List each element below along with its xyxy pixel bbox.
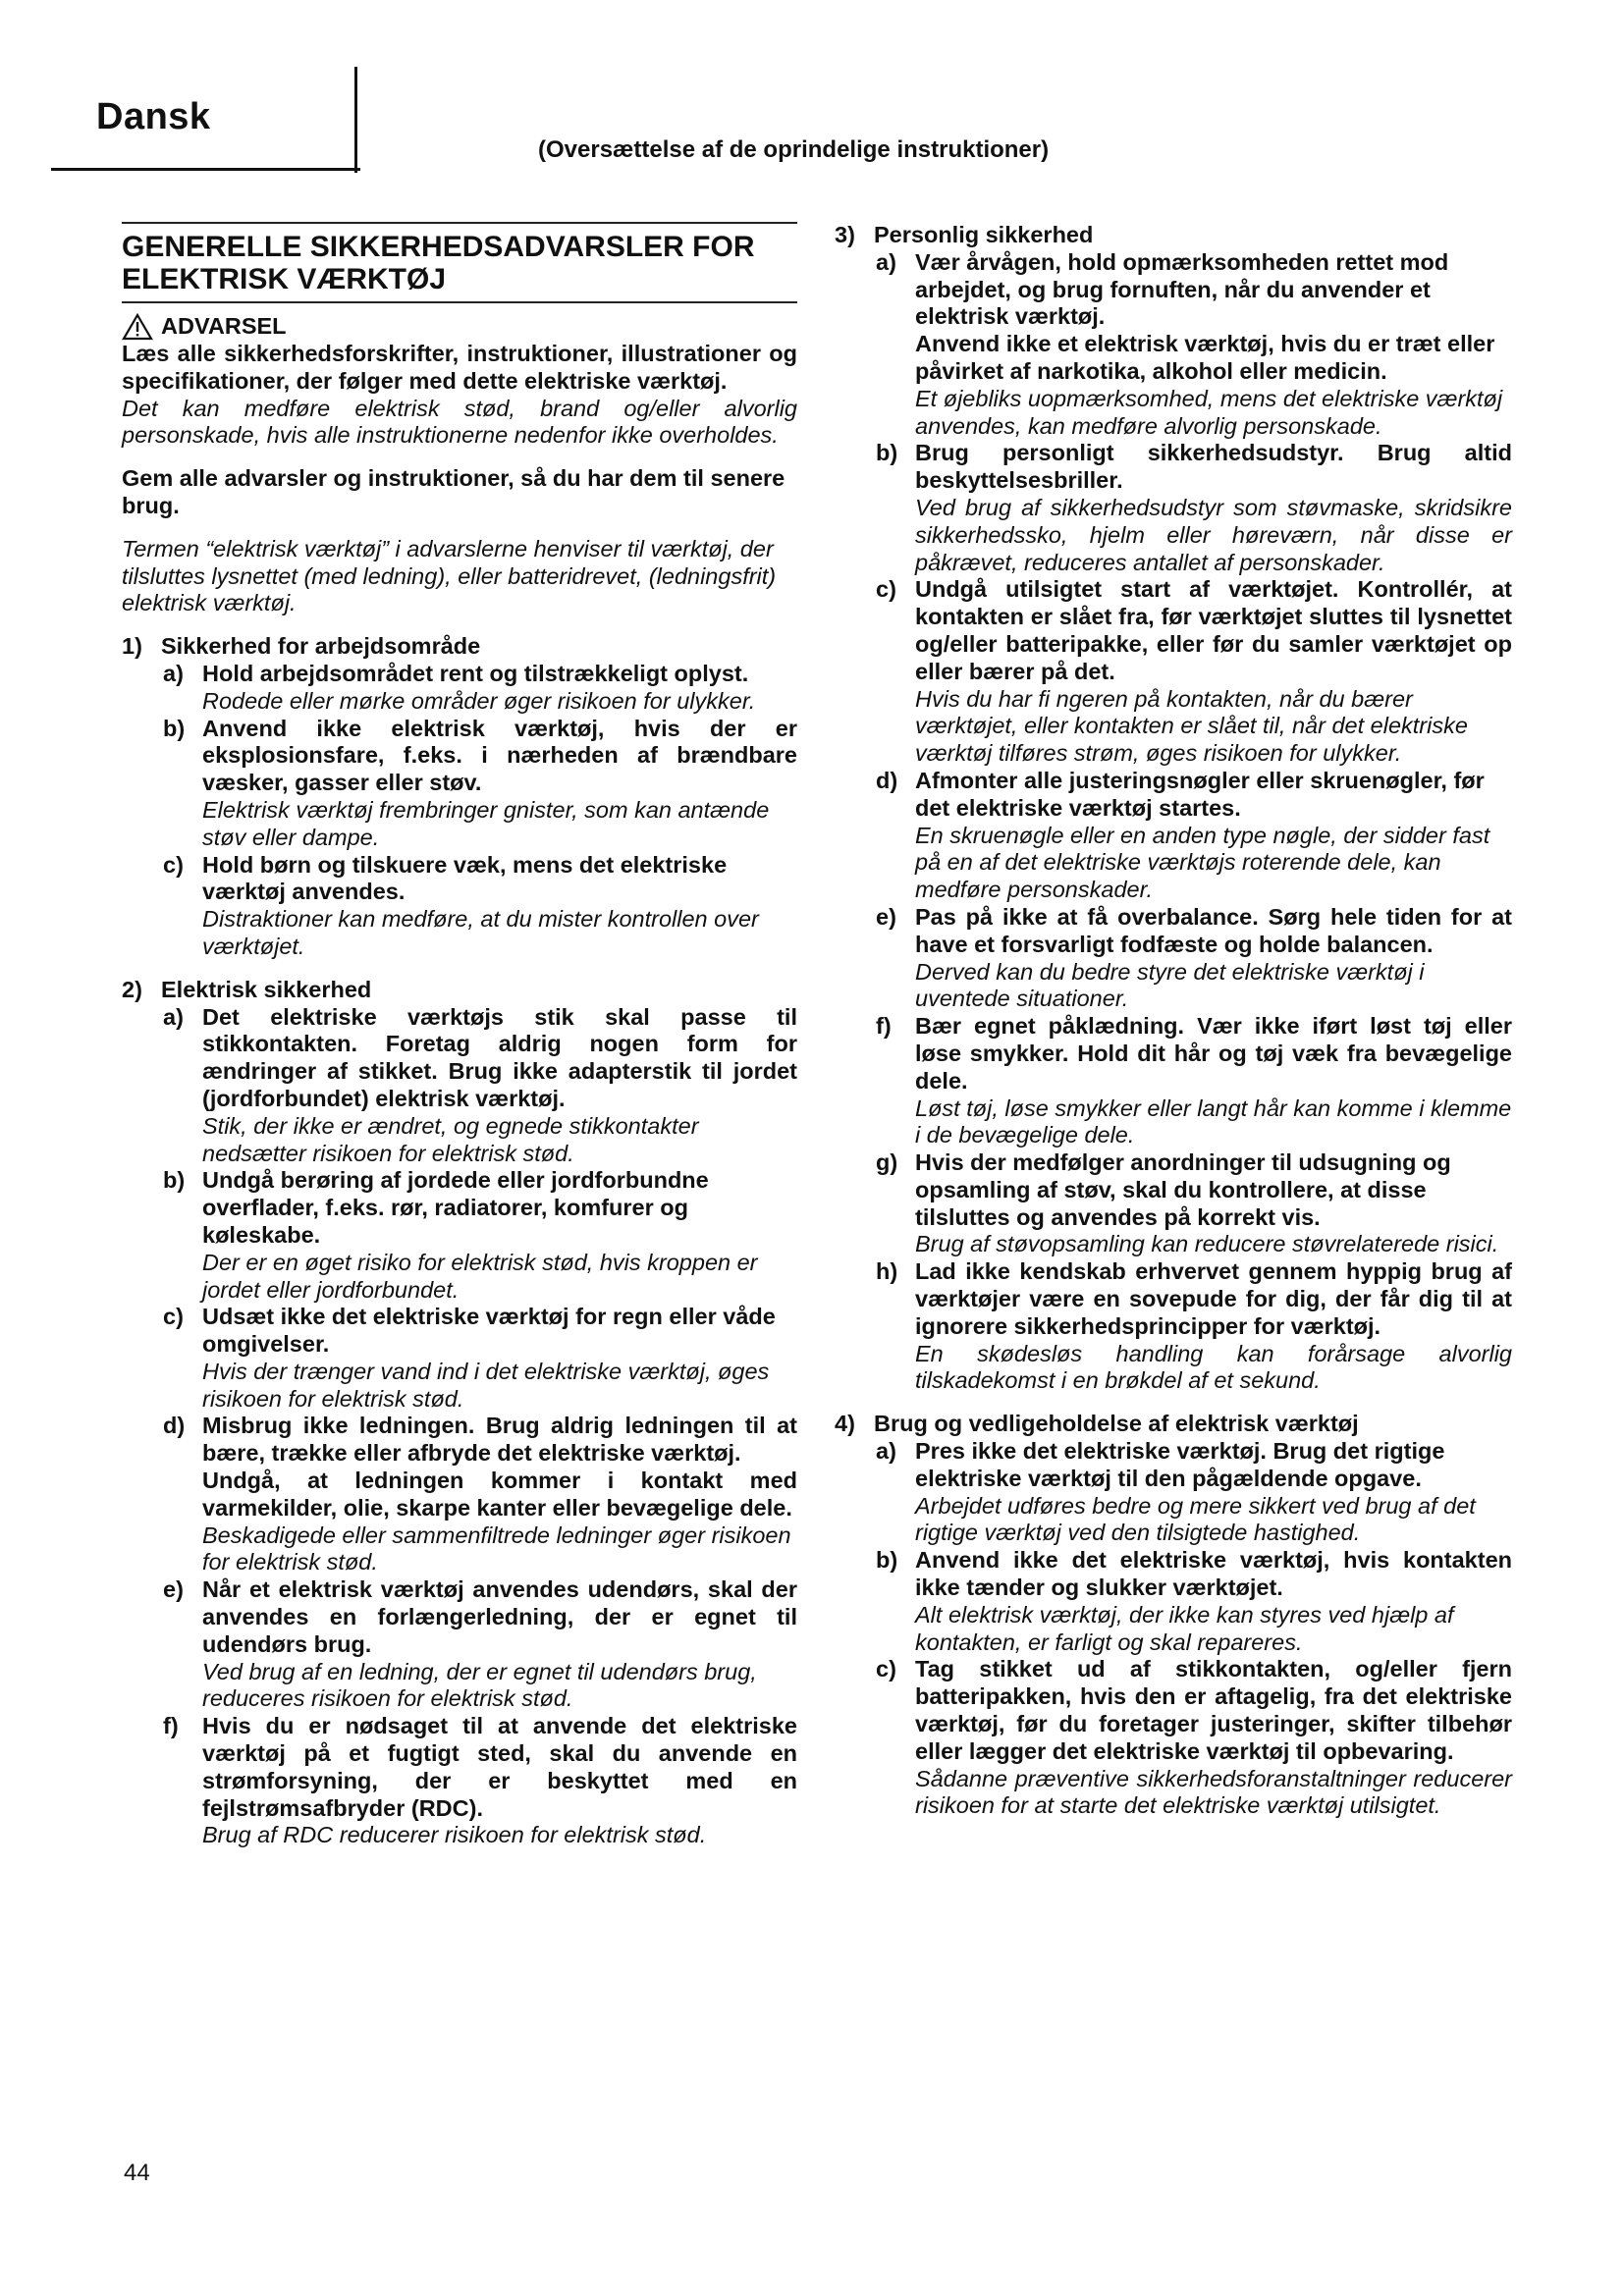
section-heading: 2) Elektrisk sikkerhed [122, 976, 372, 1002]
list-item: b) Anvend ikke det elektriske værktøj, hvis kontakten ikke tænder og slukker værktøjet. Alt elektrisk værktøj, der ikke kan styres ved hjælp af kontakten, er farligt og skal repareres. [876, 1547, 1512, 1655]
language-title: Dansk [96, 96, 211, 137]
list-item: d) Misbrug ikke ledningen. Brug aldrig ledningen til at bære, trække eller afbryde det elektriske værktøj. Undgå, at ledningen kommer i kontakt med varmekilder, olie, skarpe kanter eller bevægelige dele. Beskadigede eller sammenfiltrede ledninger øger risikoen for elektrisk stød. [163, 1413, 797, 1575]
list-item: d) Afmonter alle justeringsnøgler eller skruenøgler, før det elektriske værktøj startes. En skruenøgle eller en anden type nøgle, der sidder fast på en af det elektriske værktøjs roterende dele, kan medføre personskader. [876, 767, 1490, 903]
list-item: b) Brug personligt sikkerhedsudstyr. Brug altid beskyttelsesbriller. Ved brug af sikkerhedsudstyr som støvmaske, skridsikre sikkerhedssko, hjelm eller høreværn, når disse er påkrævet, reduceres antallet af personskader. [876, 440, 1512, 575]
list-item: c) Udsæt ikke det elektriske værktøj for regn eller våde omgivelser. Hvis der trænger vand ind i det elektriske værktøj, øges risikoen for elektrisk stød. [163, 1304, 776, 1412]
list-item: f) Hvis du er nødsaget til at anvende det elektriske værktøj på et fugtigt sted, skal du anvende en strømforsyning, der er beskyttet med en fejlstrømsafbryder (RDC). Brug af RDC reducerer risikoen for elektrisk stød. [163, 1713, 797, 1848]
left-column [122, 222, 797, 1849]
list-item: e) Når et elektrisk værktøj anvendes udendørs, skal der anvendes en forlængerledning, der er egnet til udendørs brug. Ved brug af en ledning, der er egnet til udendørs brug, reduceres risikoen for elektrisk stød. [163, 1576, 797, 1712]
list-item: a) Det elektriske værktøjs stik skal passe til stikkontakten. Foretag aldrig nogen form for ændringer af stikket. Brug ikke adapterstik til jordet (jordforbundet) elektrisk værktøj. Stik, der ikke er ændret, og egnede stikkontakter nedsætter risikoen for elektrisk stød. [163, 1003, 797, 1166]
list-item: h) Lad ikke kendskab erhvervet gennem hyppig brug af værktøjer være en sovepude for dig, der får dig til at ignorere sikkerhedsprincipper for værktøj. En skødesløs handling kan forårsage alvorlig tilskadekomst i en brøkdel af et sekund. [876, 1258, 1512, 1394]
section-heading: 1) Sikkerhed for arbejdsområde [122, 633, 481, 660]
section-heading: 4) Brug og vedligeholdelse af elektrisk værktøj [835, 1411, 1359, 1437]
right-column [835, 222, 1512, 1820]
section-heading: 3) Personlig sikkerhed [835, 222, 1094, 247]
list-item: e) Pas på ikke at få overbalance. Sørg hele tiden for at have et forsvarligt fodfæste og holde balancen. Derved kan du bedre styre det elektriske værktøj i uventede situationer. [876, 903, 1512, 1012]
warning-text: ADVARSEL [161, 313, 287, 340]
translation-note: (Oversættelse af de oprindelige instruktioner) [538, 136, 1050, 163]
save-note: Gem alle advarsler og instruktioner, så du har dem til senere brug. [122, 465, 785, 518]
list-item: a) Vær årvågen, hold opmærksomheden rettet mod arbejdet, og brug fornuften, når du anvender et elektrisk værktøj. Anvend ikke et elektrisk værktøj, hvis du er træt eller påvirket af narkotika, alkohol eller medicin. Et øjebliks uopmærksomhed, mens det elektriske værktøj anvendes, kan medføre alvorlig personskade. [876, 248, 1503, 439]
warning-icon [122, 313, 153, 341]
list-item: f) Bær egnet påklædning. Vær ikke iført løst tøj eller løse smykker. Hold dit hår og tøj væk fra bevægelige dele. Løst tøj, løse smykker eller langt hår kan komme i klemme i de bevægelige dele. [876, 1013, 1512, 1148]
list-item: a) Pres ikke det elektriske værktøj. Brug det rigtige elektriske værktøj til den pågældende opgave. Arbejdet udføres bedre og mere sikkert ved brug af det rigtige værktøj ved den tilsigtede hastighed. [876, 1438, 1476, 1546]
term-note: Termen “elektrisk værktøj” i advarslerne henviser til værktøj, der tilsluttes lysnettet (med ledning), eller batteridrevet, (ledningsfrit) elektrisk værktøj. [122, 535, 777, 616]
main-heading: GENERELLE SIKKERHEDSADVARSLER FOR ELEKTRISK VÆRKTØJ [122, 222, 797, 303]
frame-horizontal-line [51, 168, 360, 171]
list-item: b) Anvend ikke elektrisk værktøj, hvis der er eksplosionsfare, f.eks. i nærheden af brændbare væsker, gasser eller støv. Elektrisk værktøj frembringer gnister, som kan antænde støv eller dampe. [163, 715, 797, 850]
list-item: a) Hold arbejdsområdet rent og tilstrækkeligt oplyst. Rodede eller mørke områder øger risikoen for ulykker. [163, 660, 756, 714]
page-number: 44 [124, 2160, 150, 2186]
frame-vertical-line [354, 67, 357, 173]
list-item: c) Tag stikket ud af stikkontakten, og/eller fjern batteripakken, hvis den er aftagelig, fra det elektriske værktøj, før du foretager justeringer, skifter tilbehør eller lægger det elektriske værktøj til opbevaring. Sådanne præventive sikkerhedsforanstaltninger reducerer risikoen for at starte det elektriske værktøj utilsigtet. [876, 1656, 1512, 1819]
intro-italic: Det kan medføre elektrisk stød, brand og/eller alvorlig personskade, hvis alle instruktionerne nedenfor ikke overholdes. [122, 395, 797, 449]
list-item: c) Hold børn og tilskuere væk, mens det elektriske værktøj anvendes. Distraktioner kan medføre, at du mister kontrollen over værktøjet. [163, 851, 759, 959]
intro-bold: Læs alle sikkerhedsforskrifter, instruktioner, illustrationer og specifikationer, der følger med dette elektriske værktøj. [122, 341, 797, 394]
list-item: b) Undgå berøring af jordede eller jordforbundne overflader, f.eks. rør, radiatorer, komfurer og køleskabe. Der er en øget risiko for elektrisk stød, hvis kroppen er jordet eller jordforbundet. [163, 1167, 758, 1303]
list-item: c) Undgå utilsigtet start af værktøjet. Kontrollér, at kontakten er slået fra, før værktøjet sluttes til lysnettet og/eller batteripakke, eller før du samler værktøjet op eller bærer på det. Hvis du har fi ngeren på kontakten, når du bærer værktøjet, eller kontakten er slået til, når det elektriske værktøj tilføres strøm, øges risikoen for ulykker. [876, 576, 1512, 767]
list-item: g) Hvis der medfølger anordninger til udsugning og opsamling af støv, skal du kontrollere, at disse tilsluttes og anvendes på korrekt vis. Brug af støvopsamling kan reducere støvrelaterede risici. [876, 1149, 1499, 1257]
warning-label [122, 313, 797, 341]
